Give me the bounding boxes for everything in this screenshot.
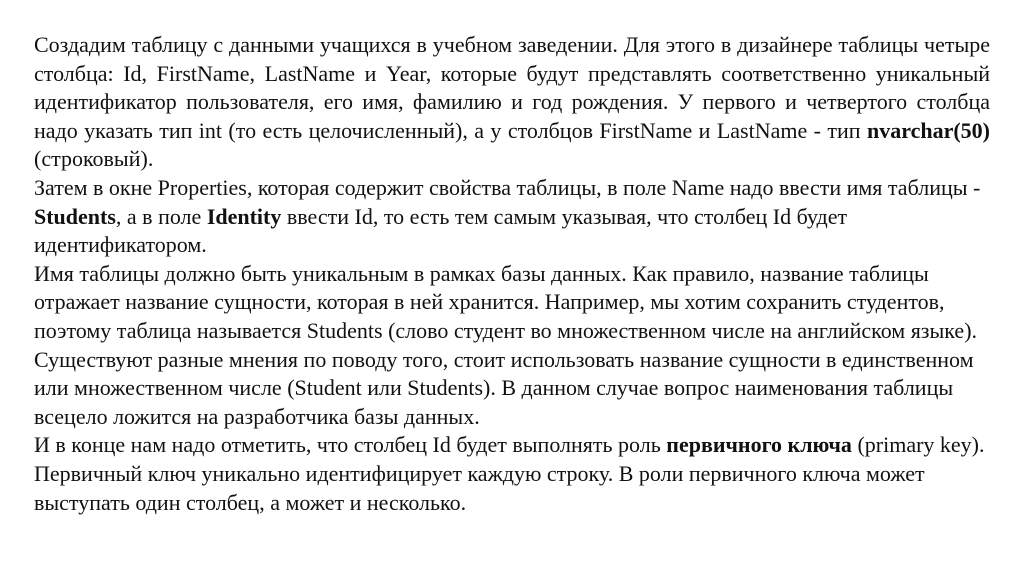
identity-field-bold: Identity	[206, 203, 282, 229]
paragraph-table-naming	[34, 260, 990, 432]
paragraph-properties-text-3: ввести Id, то есть тем самым указывая, что столбец Id будет идентификатором.	[34, 203, 848, 258]
paragraph-create-table-text-1: Создадим таблицу с данными учащихся в учебном заведении. Для этого в дизайнере таблицы четыре столбца: Id, FirstName, LastName и Year, которые будут представлять соответственно уникальный идентификатор пользователя, его имя, фамилию и год рождения. У первого и четвертого столбца надо указать тип int (то есть целочисленный), а у столбцов FirstName и LastName - тип	[34, 32, 990, 143]
paragraph-table-naming-text: Имя таблицы должно быть уникальным в рамках базы данных. Как правило, название таблицы отражает название сущности, которая в ней хранится. Например, мы хотим сохранить студентов, поэтому таблица называется Students (слово студент во множественном числе на английском языке). Существуют разные мнения по поводу того, стоит использовать название сущности в единственном или множественном числе (Student или Students). В данном случае вопрос наименования таблицы всецело ложится на разработчика базы данных.	[34, 260, 978, 429]
paragraph-properties-text-2: , а в поле	[115, 203, 207, 229]
students-name-bold: Students	[34, 203, 116, 229]
paragraph-properties-text-1: Затем в окне Properties, которая содержит свойства таблицы, в поле Name надо ввести имя таблицы -	[34, 174, 981, 200]
primary-key-bold: первичного ключа	[666, 432, 852, 458]
paragraph-create-table	[34, 31, 990, 174]
paragraph-primary-key	[34, 431, 990, 517]
nvarchar-type-bold: nvarchar(50)	[866, 117, 990, 143]
paragraph-create-table-text-2: (строковый).	[34, 146, 154, 172]
paragraph-properties-window	[34, 174, 990, 260]
paragraph-primary-key-text-1: И в конце нам надо отметить, что столбец Id будет выполнять роль	[34, 432, 667, 458]
slide-text-body	[34, 31, 990, 517]
paragraph-primary-key-text-2: (primary key). Первичный ключ уникально идентифицирует каждую строку. В роли первичного ключа может выступать один столбец, а может и несколько.	[34, 432, 985, 515]
